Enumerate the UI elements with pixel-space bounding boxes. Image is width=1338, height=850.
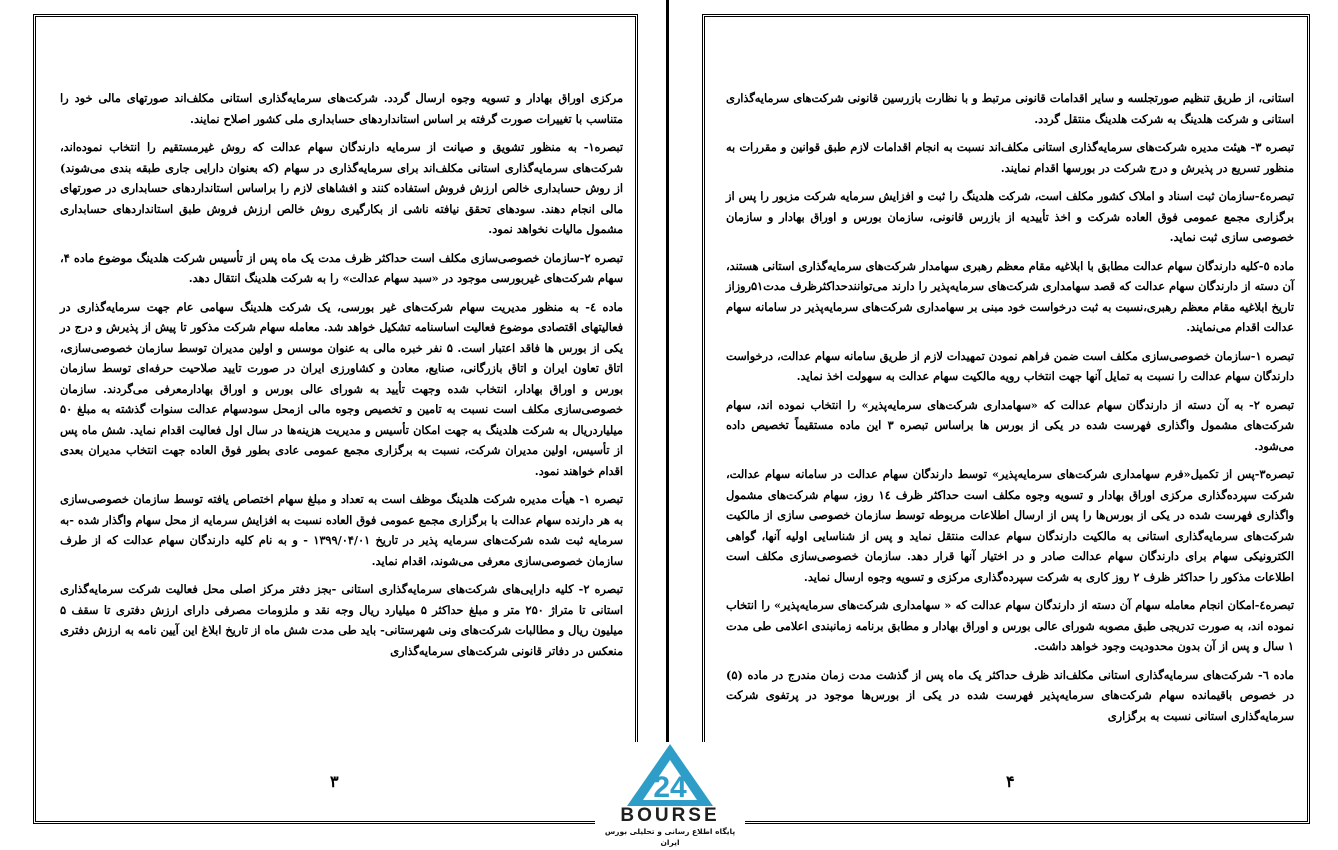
logo-number: 24 <box>653 771 687 804</box>
right-page-text <box>726 88 1294 734</box>
bourse24-logo <box>595 742 745 850</box>
right-paragraph: ماده ٥-کلیه دارندگان سهام عدالت مطابق با ابلاغیه مقام معظم رهبری سهامدار شرکت‌های سرمایه‌گذاری استانی هستند، آن دسته از دارندگان سهام عدالت که قصد سهامداری شرکت‌های سرمایه‌پذیر را دارند می‌توانندحداکثرظرف مدت۵۱روزاز تاریخ ابلاغیه مقام معظم رهبری،نسبت به ثبت درخواست خود مبنی بر سهامداری شرکت‌های سرمایه‌پذیر در سامانه سهام عدالت اقدام می‌نمایند. <box>726 258 1294 334</box>
left-paragraph: مرکزی اوراق بهادار و تسویه وجوه ارسال گردد. شرکت‌های سرمایه‌گذاری استانی مکلف‌اند صورتهای مالی خود را متناسب با تغییرات صورت گرفته بر اساس استانداردهای حسابداری ملی کشور اصلاح نمایند. <box>60 91 623 126</box>
right-paragraph: تبصره ۲- به آن دسته از دارندگان سهام عدالت که «سهامداری شرکت‌های سرمایه‌پذیر» را انتخاب نموده اند، سهام شرکت‌های مشمول واگذاری فهرست شده در یکی از بورس ها براساس تبصره ۳ این ماده مستقیماً تخصیص داده می‌شود. <box>726 397 1294 453</box>
right-paragraph: تبصره۳-پس از تکمیل«فرم سهامداری شرکت‌های سرمایه‌پذیر» توسط دارندگان سهام عدالت در سامانه سهام عدالت، شرکت سپرده‌گذاری مرکزی اوراق بهادار و تسویه وجوه مکلف است حداکثر ظرف ١٤ روز، سهام شرکت‌های مشمول واگذاری فهرست شده در یکی از بورس‌ها را پس از ارسال اطلاعات مربوطه توسط سازمان خصوصی سازی از مالکیت شرکت‌های سرمایه‌گذاری استانی به مالکیت دارندگان سهام عدالت منتقل نماید و پس از شناسایی اولیه آنها، گواهی الکترونیکی سهام برای دارندگان سهام عدالت صادر و در اختیار آنها قرار دهد. سازمان خصوصی‌سازی مکلف است اطلاعات مذکور را حداکثر ظرف ۲ روز کاری به شرکت سپرده‌گذاری مرکزی و تسویه وجوه ارسال نماید. <box>726 467 1294 584</box>
right-paragraph: ماده ٦- شرکت‌های سرمایه‌گذاری استانی مکلف‌اند ظرف حداکثر یک ماه پس از گذشت مدت زمان مندرج در ماده (۵) در خصوص باقیمانده سهام شرکت‌های سرمایه‌پذیر فهرست شده در یکی از بورس‌ها موجود در پرتفوی شرکت سرمایه‌گذاری استانی نسبت به برگزاری <box>726 667 1294 723</box>
bourse24-logo-icon <box>625 742 715 808</box>
left-paragraph: ماده ٤- به منظور مدیریت سهام شرکت‌های غیر بورسی، یک شرکت هلدینگ سهامی عام جهت سرمایه‌گذاری در فعالیتهای اقتصادی موضوع فعالیت اساسنامه تشکیل خواهد شد. معامله سهام شرکت مذکور تا پیش از پذیرش و درج در یکی از بورس ها فاقد اعتبار است. ۵ نفر خبره مالی به عنوان موسس و اولین مدیران توسط سازمان خصوصی‌سازی، اتاق تعاون ایران و اتاق بازرگانی، صنایع، معادن و کشاورزی ایران در صورت تایید صلاحیت حرفه‌ای توسط سازمان بورس و اوراق بهادار، انتخاب شده وجهت تأیید به شورای عالی بورس و اوراق بهادارمعرفی می‌گردند. سازمان خصوصی‌سازی مکلف است نسبت به تامین و تخصیص وجوه مالی ازمحل سودسهام عدالت سنوات گذشته به مبلغ ۵۰ میلیاردریال به شرکت هلدینگ به جهت امکان تأسیس و مدیریت هزینه‌ها در سال اول فعالیت اقدام نماید. شش ماه پس از تأسیس، اولین مدیران شرکت، نسبت به برگزاری مجمع عمومی عادی بطور فوق العاده جهت انتخاب مدیران بعدی اقدام خواهند نمود. <box>60 299 623 478</box>
left-paragraph: تبصره ۲-سازمان خصوصی‌سازی مکلف است حداکثر ظرف مدت یک ماه پس از تأسیس شرکت هلدینگ موضوع ماده ۴، سهام شرکت‌های غیربورسی موجود در «سبد سهام عدالت» را به شرکت هلدینگ انتقال دهد. <box>60 250 624 285</box>
page-number-right: ۴ <box>1006 772 1015 791</box>
right-paragraph: تبصره٤-امکان انجام معامله سهام آن دسته از دارندگان سهام عدالت که « سهامداری شرکت‌های سرمایه‌پذیر» را انتخاب نموده اند، به صورت تدریجی طبق مصوبه شورای عالی بورس و اوراق بهادار و مطابق برنامه زمانبندی اعلامی طی مدت ۱ سال و پس از آن بدون محدودیت وجود خواهد داشت. <box>726 598 1294 653</box>
right-paragraph: تبصره ۱-سازمان خصوصی‌سازی مکلف است ضمن فراهم نمودن تمهیدات لازم از طریق سامانه سهام عدالت، درخواست دارندگان سهام عدالت را نسبت به تمایل آنها جهت انتخاب رویه مالکیت سهام عدالت به سهولت اخذ نماید. <box>726 348 1295 383</box>
right-paragraph: تبصره ۳- هیئت مدیره شرکت‌های سرمایه‌گذاری استانی مکلف‌اند نسبت به انجام اقدامات لازم طبق قوانین و مقررات به منظور تسریع در پذیرش و درج شرکت در بورسها اقدام نمایند. <box>726 140 1294 175</box>
page-number-left: ۳ <box>330 772 339 791</box>
left-page-text <box>60 88 623 669</box>
left-paragraph: تبصره ۱- هیأت مدیره شرکت هلدینگ موظف است به تعداد و مبلغ سهام اختصاص یافته توسط سازمان خصوصی‌سازی به هر دارنده سهام عدالت با برگزاری مجمع عمومی فوق العاده نسبت به افزایش سرمایه از محل سهام واگذار شده -به سرمایه ثبت شده شرکت‌های سرمایه پذیر در تاریخ ۱۳۹۹/۰۴/۰۱ - و به نام کلیه دارندگان سهام عدالت که از طرف سازمان خصوصی‌سازی معرفی می‌شوند، اقدام نماید. <box>60 492 623 568</box>
left-paragraph: تبصره ۲- کلیه دارایی‌های شرکت‌های سرمایه‌گذاری استانی -بجز دفتر مرکز اصلی محل فعالیت شرکت سرمایه‌گذاری استانی تا متراژ ۲۵۰ متر و مبلغ حداکثر ۵ میلیارد ریال وجه نقد و ملزومات مصرفی دارای ارزش دفتری تا سقف ۵ میلیون ریال و مطالبات شرکت‌های ونی شهرستانی- باید طی مدت شش ماه از تاریخ ابلاغ این آیین نامه به ارزش دفتری منعکس در دفاتر قانونی شرکت‌های سرمایه‌گذاری <box>60 582 624 658</box>
logo-tagline: پایگاه اطلاع رسانی و تحلیلی بورس ایران <box>604 827 736 847</box>
right-page <box>676 0 1316 850</box>
left-paragraph: تبصره۱- به منظور تشویق و صیانت از سرمایه دارندگان سهام عدالت که روش غیرمستقیم را انتخاب نموده‌اند، شرکت‌های سرمایه‌گذاری استانی مکلف‌اند برای سرمایه‌گذاری در سهام (که بعنوان دارایی جاری طبقه بندی می‌شوند) از روش حسابداری خالص ارزش فروش استفاده کنند و افشاهای لازم را براساس استانداردهای حسابداری در صورتهای مالی انجام دهند. سودهای تحقق نیافته ناشی از بکارگیری روش خالص ارزش فروش طبق استانداردهای حسابداری مشمول مالیات نخواهد نمود. <box>60 140 623 236</box>
logo-brand: BOURSE <box>620 805 720 826</box>
right-paragraph: تبصره٤-سازمان ثبت اسناد و املاک کشور مکلف است، شرکت هلدینگ را ثبت و افزایش سرمایه شرکت مزبور را پس از برگزاری مجمع عمومی فوق العاده شرکت و اخذ تأییدیه از بازرس قانونی، سازمان بورس و اوراق بهادار و سازمان خصوصی سازی ثبت نماید. <box>726 189 1294 244</box>
left-page <box>0 0 640 850</box>
page-divider <box>666 0 669 850</box>
right-paragraph: استانی، از طریق تنظیم صورتجلسه و سایر اقدامات قانونی مرتبط و با نظارت بازرسین قانونی شرکت‌های سرمایه‌گذاری استانی و شرکت هلدینگ به شرکت هلدینگ منتقل گردد. <box>726 91 1294 126</box>
